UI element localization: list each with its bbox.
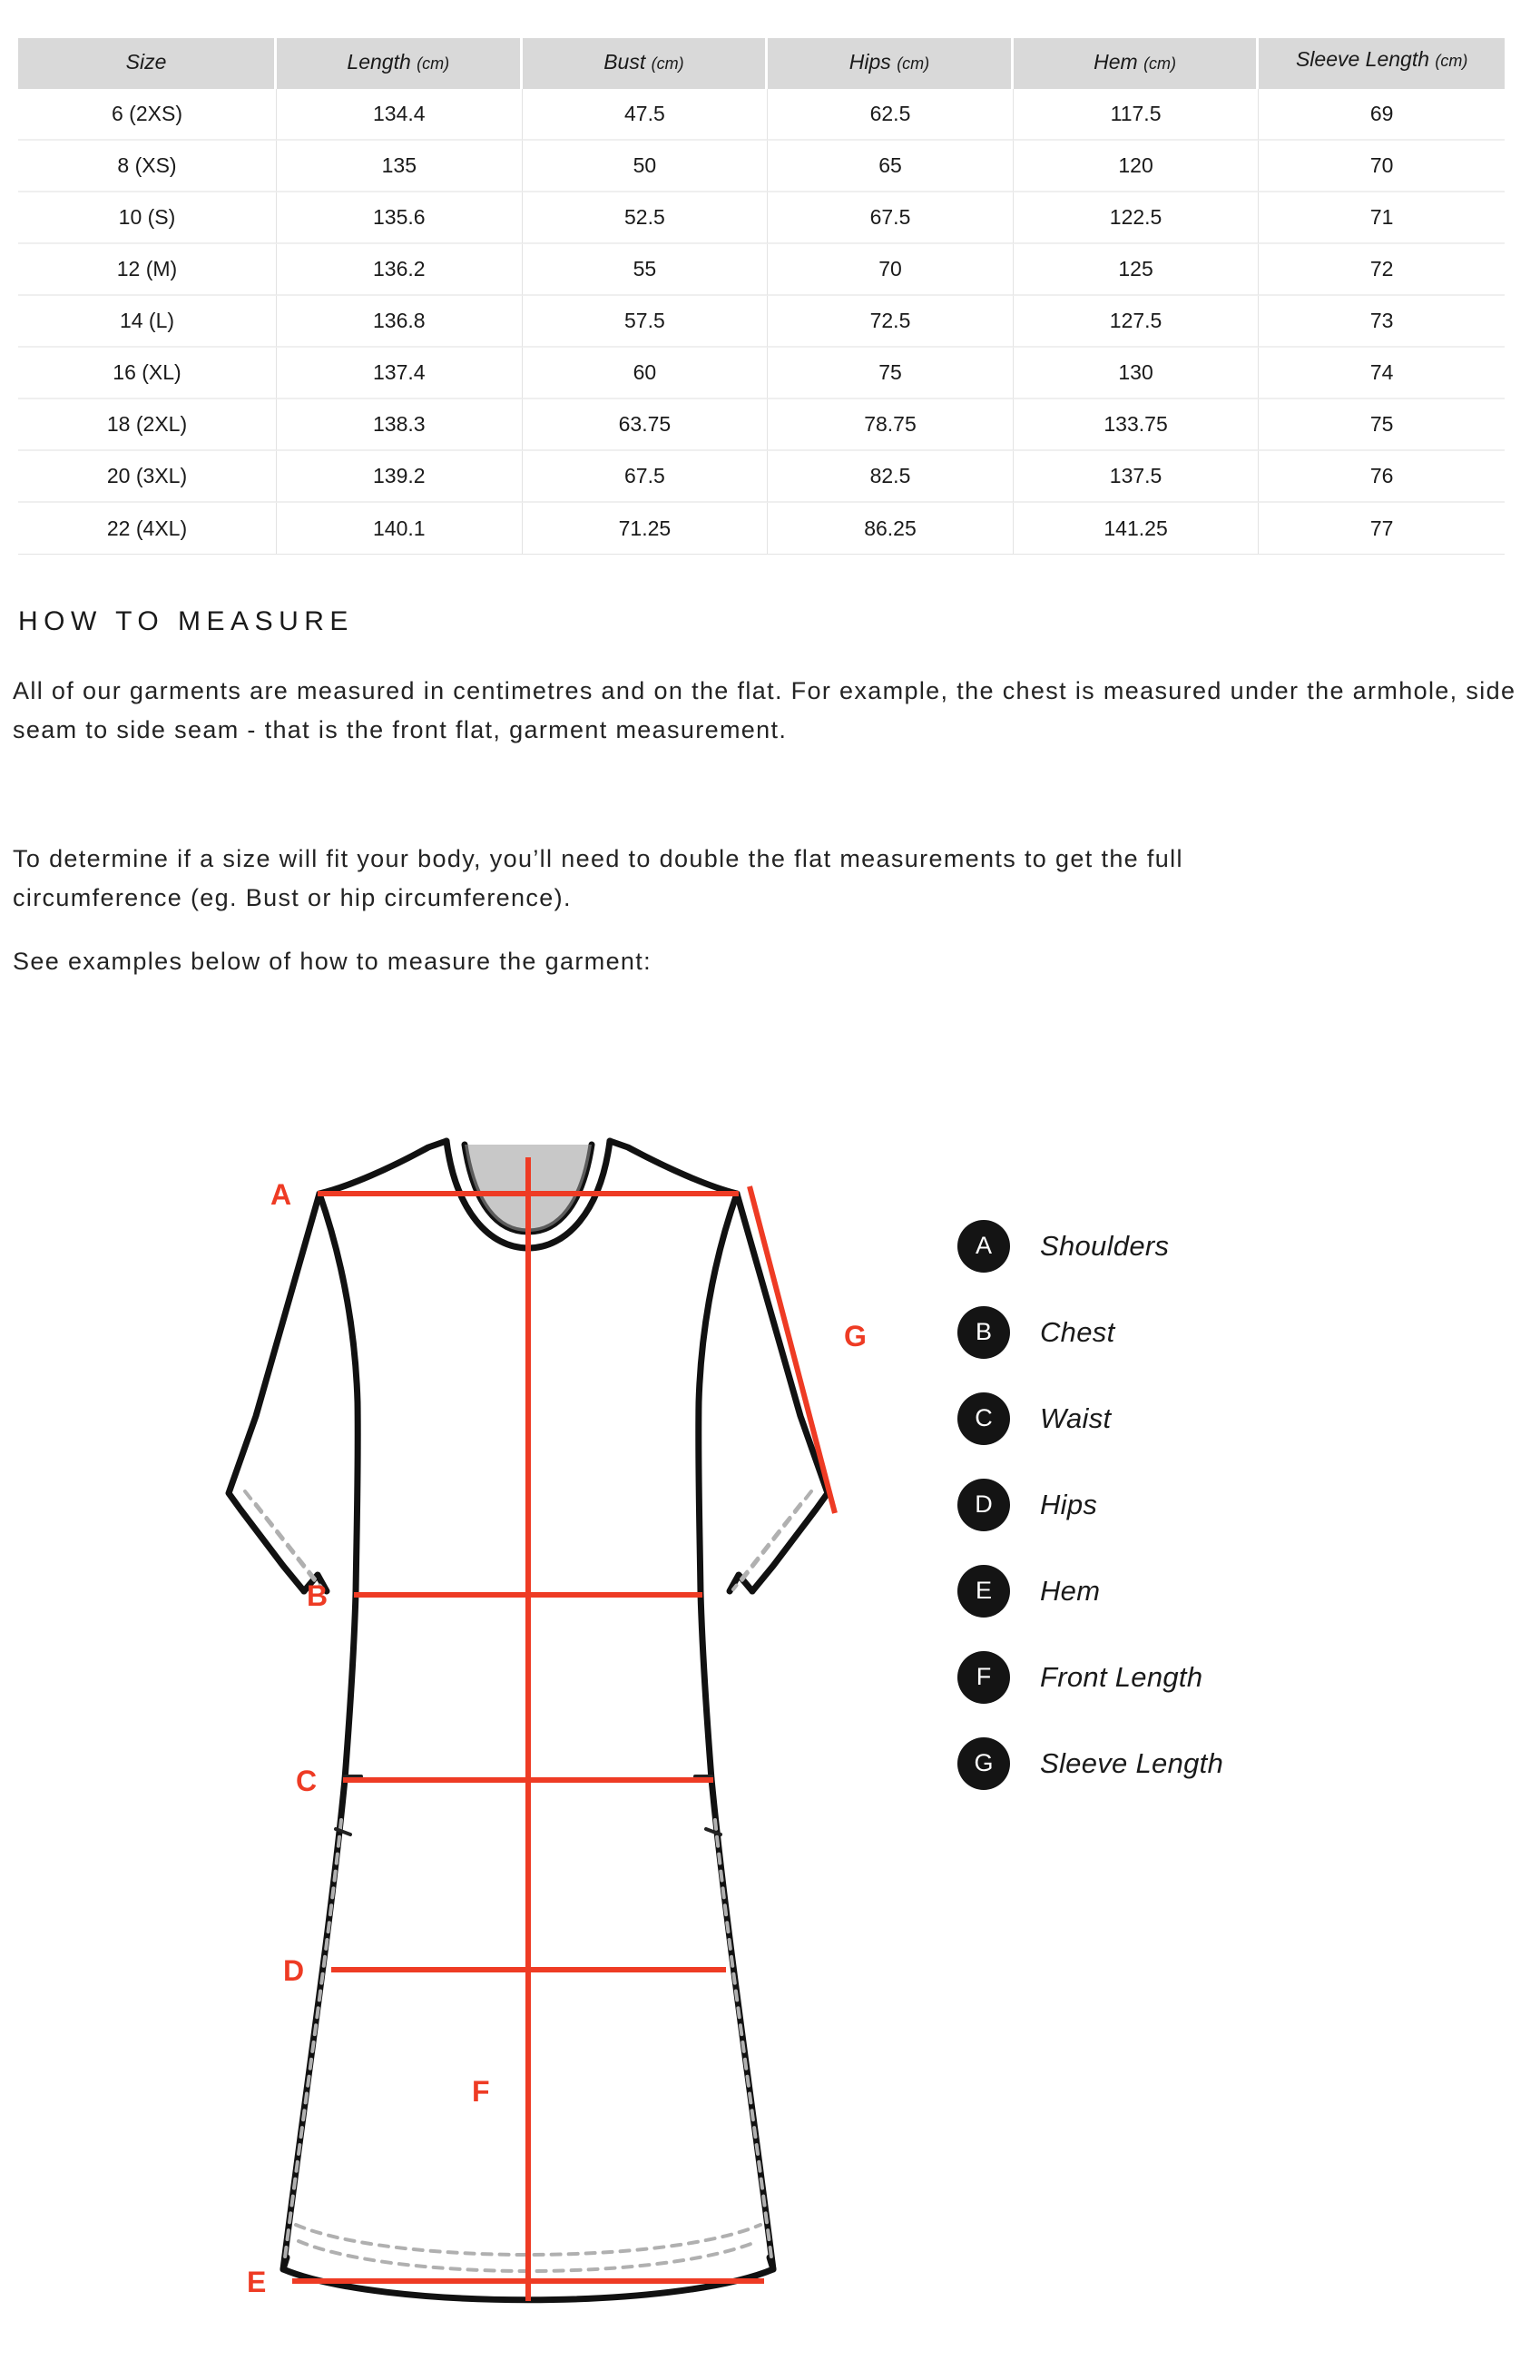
table-row — [18, 192, 1505, 244]
cell-size: 20 (3XL) — [18, 451, 277, 503]
cell-bust: 55 — [523, 244, 769, 296]
cell-hips: 70 — [768, 244, 1014, 296]
legend-item-hem — [957, 1548, 1384, 1634]
measurement-legend — [957, 1203, 1384, 1806]
cell-hem: 130 — [1014, 348, 1260, 399]
legend-item-shoulders — [957, 1203, 1384, 1289]
marker-E: E — [247, 2266, 267, 2298]
cell-size: 16 (XL) — [18, 348, 277, 399]
cell-sleeve-length: 70 — [1259, 141, 1505, 192]
legend-badge-d: D — [957, 1479, 1010, 1531]
column-header-label: Hips — [848, 50, 891, 74]
legend-badge-a: A — [957, 1220, 1010, 1273]
cell-hem: 133.75 — [1014, 399, 1260, 451]
cell-length: 139.2 — [277, 451, 523, 503]
legend-item-hips — [957, 1461, 1384, 1548]
legend-badge-c: C — [957, 1392, 1010, 1445]
cell-size: 18 (2XL) — [18, 399, 277, 451]
table-row — [18, 141, 1505, 192]
cell-bust: 63.75 — [523, 399, 769, 451]
how-to-measure-heading: HOW TO MEASURE — [18, 606, 354, 636]
how-to-measure-paragraph-1: All of our garments are measured in centimetres and on the flat. For example, the chest is measured under the armhole, side seam to side seam - that is the front flat, garment measurement. — [13, 677, 1516, 743]
cell-hips: 72.5 — [768, 296, 1014, 348]
cell-hem: 120 — [1014, 141, 1260, 192]
cell-sleeve-length: 69 — [1259, 89, 1505, 141]
cell-length: 135 — [277, 141, 523, 192]
column-header-label: Sleeve Length — [1295, 47, 1430, 71]
table-row — [18, 244, 1505, 296]
legend-item-front-length — [957, 1634, 1384, 1720]
cell-sleeve-length: 71 — [1259, 192, 1505, 244]
legend-badge-b: B — [957, 1306, 1010, 1359]
cell-bust: 50 — [523, 141, 769, 192]
size-chart-table — [18, 38, 1505, 555]
measurement-markers — [247, 1178, 867, 2298]
cell-hips: 86.25 — [768, 503, 1014, 555]
cell-size: 10 (S) — [18, 192, 277, 244]
cell-length: 134.4 — [277, 89, 523, 141]
legend-label: Sleeve Length — [1040, 1746, 1224, 1779]
cell-hem: 122.5 — [1014, 192, 1260, 244]
marker-C: C — [296, 1765, 318, 1797]
column-header-unit: (cm) — [651, 54, 684, 73]
column-header-label: Length — [347, 50, 411, 74]
table-row — [18, 348, 1505, 399]
table-header — [18, 38, 1505, 89]
marker-F: F — [472, 2075, 490, 2108]
cell-size: 6 (2XS) — [18, 89, 277, 141]
cell-bust: 52.5 — [523, 192, 769, 244]
cell-hem: 117.5 — [1014, 89, 1260, 141]
garment-technical-flat-svg — [209, 1103, 880, 2374]
legend-badge-f: F — [957, 1651, 1010, 1704]
marker-A: A — [270, 1178, 292, 1211]
column-header-sleeve-length — [1259, 38, 1505, 89]
cell-sleeve-length: 76 — [1259, 451, 1505, 503]
cell-hem: 127.5 — [1014, 296, 1260, 348]
legend-label: Front Length — [1040, 1660, 1203, 1693]
legend-label: Chest — [1040, 1315, 1115, 1348]
size-chart-table-container — [18, 38, 1505, 555]
column-header-unit: (cm) — [417, 54, 450, 73]
legend-label: Hips — [1040, 1488, 1098, 1520]
legend-label: Shoulders — [1040, 1229, 1170, 1262]
cell-sleeve-length: 77 — [1259, 503, 1505, 555]
legend-badge-e: E — [957, 1565, 1010, 1618]
cell-size: 14 (L) — [18, 296, 277, 348]
column-header-label: Bust — [603, 50, 646, 74]
legend-item-waist — [957, 1375, 1384, 1461]
cell-sleeve-length: 75 — [1259, 399, 1505, 451]
table-row — [18, 503, 1505, 555]
cell-bust: 57.5 — [523, 296, 769, 348]
cell-hips: 75 — [768, 348, 1014, 399]
column-header-unit: (cm) — [1435, 52, 1468, 70]
cell-hem: 125 — [1014, 244, 1260, 296]
marker-B: B — [307, 1579, 329, 1612]
cell-size: 22 (4XL) — [18, 503, 277, 555]
column-header-hem — [1014, 38, 1260, 89]
cell-sleeve-length: 74 — [1259, 348, 1505, 399]
cell-bust: 47.5 — [523, 89, 769, 141]
cell-hips: 82.5 — [768, 451, 1014, 503]
how-to-measure-paragraph-3: See examples below of how to measure the garment: — [13, 948, 652, 975]
cell-bust: 71.25 — [523, 503, 769, 555]
cell-size: 12 (M) — [18, 244, 277, 296]
cell-hem: 137.5 — [1014, 451, 1260, 503]
measure-line-sleeve-length — [750, 1186, 835, 1513]
cell-sleeve-length: 73 — [1259, 296, 1505, 348]
cell-hips: 62.5 — [768, 89, 1014, 141]
marker-G: G — [844, 1320, 867, 1352]
column-header-label: Size — [125, 50, 167, 74]
legend-label: Hem — [1040, 1574, 1101, 1607]
cell-length: 138.3 — [277, 399, 523, 451]
cell-bust: 60 — [523, 348, 769, 399]
legend-label: Waist — [1040, 1401, 1112, 1434]
cell-length: 137.4 — [277, 348, 523, 399]
marker-D: D — [283, 1954, 305, 1987]
table-row — [18, 296, 1505, 348]
column-header-length — [277, 38, 523, 89]
table-row — [18, 89, 1505, 141]
cell-size: 8 (XS) — [18, 141, 277, 192]
column-header-unit: (cm) — [897, 54, 930, 73]
cell-length: 135.6 — [277, 192, 523, 244]
cell-length: 136.2 — [277, 244, 523, 296]
cell-length: 140.1 — [277, 503, 523, 555]
cell-hips: 78.75 — [768, 399, 1014, 451]
how-to-measure-paragraph-2: To determine if a size will fit your body, you’ll need to double the flat measurements to get the full circumference (eg. Bust or hip circumference). — [13, 845, 1183, 911]
legend-item-chest — [957, 1289, 1384, 1375]
column-header-hips — [768, 38, 1014, 89]
cell-bust: 67.5 — [523, 451, 769, 503]
column-header-label: Hem — [1094, 50, 1138, 74]
legend-item-sleeve-length — [957, 1720, 1384, 1806]
cell-hips: 65 — [768, 141, 1014, 192]
cell-sleeve-length: 72 — [1259, 244, 1505, 296]
cell-length: 136.8 — [277, 296, 523, 348]
table-row — [18, 399, 1505, 451]
cell-hips: 67.5 — [768, 192, 1014, 244]
table-body — [18, 89, 1505, 555]
column-header-size — [18, 38, 277, 89]
table-header-row — [18, 38, 1505, 89]
column-header-bust — [523, 38, 769, 89]
column-header-unit: (cm) — [1143, 54, 1177, 73]
table-row — [18, 451, 1505, 503]
legend-badge-g: G — [957, 1737, 1010, 1790]
cell-hem: 141.25 — [1014, 503, 1260, 555]
